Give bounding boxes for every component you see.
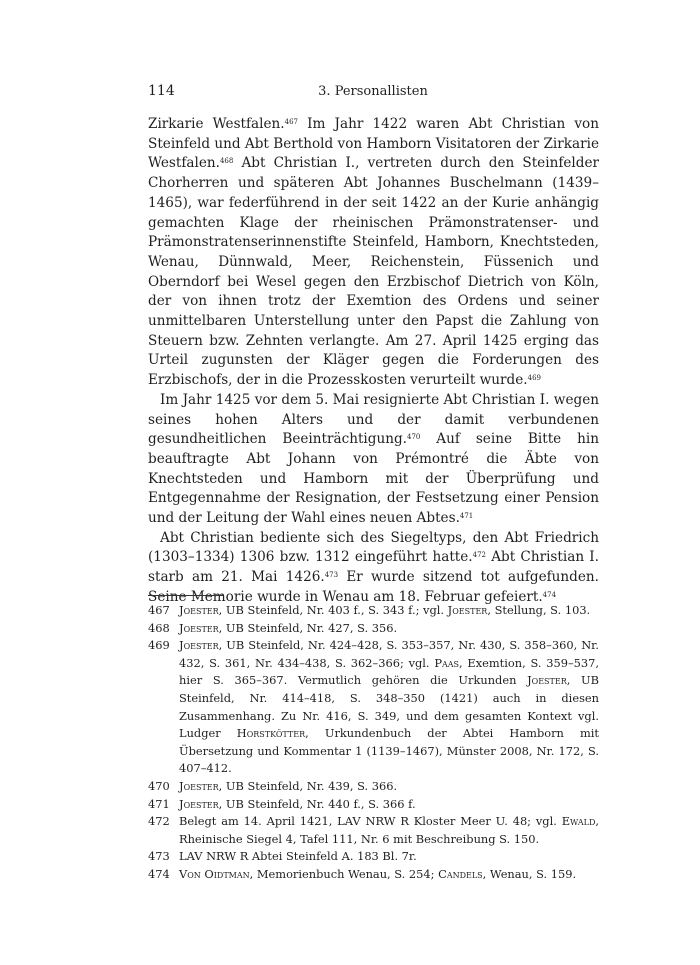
text-run: Er wurde sitzend tot aufgefunden. Seine Memorie wurde in Wenau am 18. Februar gefeiert.	[148, 569, 599, 605]
footnote-ref[interactable]: 469	[527, 374, 541, 383]
text-run: , UB Steinfeld, Nr. 439, S. 366.	[218, 778, 398, 793]
footnote	[148, 637, 599, 778]
footnote-text	[179, 796, 599, 814]
author-name: Horstkötter	[236, 726, 306, 741]
footnote-number: 469	[148, 638, 170, 653]
footnotes	[148, 602, 599, 884]
text-run: , UB Steinfeld, Nr. 414–418, S. 348–350 (1421) auch in diesen Zusammenhang. Zu Nr. 416, S. 349, und dem gesamten Kontext vgl. Ludger	[179, 673, 599, 741]
footnote-number: 473	[148, 849, 170, 864]
text-run: Abt Christian I. starb am 21. Mai 1426.	[148, 549, 599, 586]
footnote	[148, 813, 599, 848]
footnote-text	[179, 866, 599, 884]
text-run: Abt Christian I., vertreten durch den Steinfelder Chorherren und späteren Abt Johannes Buschelmann (1439–1465), war federführend in der seit 1422 an der Kurie anhängig gemachten Klage der rheinischen Prämonstratenser- und Prämonstratenserinnenstifte Steinfeld, Hamborn, Knechtsteden, Wenau, Dünnwald, Meer, Reichenstein, Füssenich und Oberndorf bei Wesel gegen den Erzbischof Dietrich von Köln, der von ihnen trotz der Exemtion des Ordens und seiner unmittelbaren Unterstellung unter den Papst die Zahlung von Steuern bzw. Zehnten verlangte. Am 27. April 1425 erging das Urteil zugunsten der Kläger gegen die Forderungen des Erzbischofs, der in die Prozesskosten verurteilt wurde.	[148, 155, 599, 389]
author-name: Joester	[179, 603, 219, 617]
footnote-ref[interactable]: 467	[284, 118, 298, 126]
footnote	[148, 602, 599, 620]
footnote-separator	[148, 595, 223, 596]
text-run: Abt Christian bediente sich des Siegeltyps, den Abt Friedrich (1303–1334) 1306 bzw. 1312 eingeführt hatte.	[148, 529, 599, 566]
footnote-ref[interactable]: 468	[219, 157, 234, 166]
footnote-number: 472	[148, 814, 170, 829]
text-run: Im Jahr 1422 waren Abt Christian von Steinfeld und Abt Berthold von Hamborn Visitatoren der Zirkarie Westfalen.	[148, 116, 599, 172]
text-run: LAV NRW R Abtei Steinfeld A. 183 Bl. 7r.	[179, 849, 417, 864]
author-name: Ewald	[561, 814, 596, 829]
footnote-text	[179, 848, 599, 866]
text-run: , Memorienbuch Wenau, S. 254;	[249, 866, 439, 881]
author-name: Paas	[434, 655, 460, 670]
author-name: Joester	[179, 620, 219, 635]
footnote-number: 470	[148, 778, 170, 793]
footnote-text	[179, 602, 599, 620]
footnote-number: 468	[148, 620, 170, 635]
footnote-text	[179, 620, 599, 638]
footnote-text	[179, 778, 599, 796]
author-name: Joester	[179, 778, 219, 793]
text-run: , Exemtion, S. 359–537, hier S. 365–367. Vermutlich gehören die Urkunden	[179, 655, 600, 688]
footnote-text	[179, 813, 599, 848]
footnote	[148, 620, 599, 638]
author-name: Von Oidtman	[179, 866, 250, 881]
footnote-number: 467	[148, 603, 170, 617]
text-run: , Rheinische Siegel 4, Tafel 111, Nr. 6 mit Beschreibung S. 150.	[179, 814, 599, 846]
footnote	[148, 848, 599, 866]
text-run: , Urkundenbuch der Abtei Hamborn mit Übersetzung und Kommentar 1 (1139–1467), Münster 2008, Nr. 172, S. 407–412.	[179, 726, 599, 776]
text-run: , Stellung, S. 103.	[487, 603, 591, 617]
footnote	[148, 796, 599, 814]
author-name: Candels	[438, 866, 483, 881]
text-run: Belegt am 14. April 1421, LAV NRW R Kloster Meer U. 48; vgl.	[179, 814, 562, 829]
main-text	[148, 115, 599, 608]
text-run: , Wenau, S. 159.	[482, 866, 577, 881]
footnote-ref[interactable]: 473	[324, 571, 339, 580]
page-number: 114	[148, 83, 175, 99]
paragraph	[148, 391, 599, 529]
footnote-text	[179, 637, 599, 778]
text-run: , UB Steinfeld, Nr. 427, S. 356.	[218, 620, 398, 635]
footnote	[148, 866, 599, 884]
author-name: Joester	[179, 638, 219, 653]
text-run: , UB Steinfeld, Nr. 440 f., S. 366 f.	[218, 796, 416, 811]
running-title: 3. Personallisten	[318, 84, 428, 99]
footnote-ref[interactable]: 471	[459, 512, 474, 521]
footnote-ref[interactable]: 472	[472, 551, 487, 560]
paragraph	[148, 115, 599, 391]
footnote	[148, 778, 599, 796]
text-run: Zirkarie Westfalen.	[148, 116, 285, 132]
footnote-ref[interactable]: 470	[407, 433, 421, 442]
text-run: , UB Steinfeld, Nr. 424–428, S. 353–357, Nr. 430, S. 358–360, Nr. 432, S. 361, Nr. 434–438, S. 362–366; vgl.	[179, 638, 599, 670]
footnote-number: 474	[148, 866, 170, 881]
text-run: Im Jahr 1425 vor dem 5. Mai resignierte Abt Christian I. wegen seines hohen Alters und der damit verbundenen gesundheitlichen Beeinträchtigung.	[148, 391, 599, 448]
author-name: Joester	[179, 796, 219, 811]
author-name: Joester	[447, 603, 488, 617]
author-name: Joester	[527, 673, 567, 688]
footnote-number: 471	[148, 796, 170, 811]
page-header	[148, 83, 598, 103]
text-run: , UB Steinfeld, Nr. 403 f., S. 343 f.; vgl.	[218, 603, 448, 617]
footnote-ref[interactable]: 474	[542, 590, 557, 599]
text-run: Auf seine Bitte hin beauftragte Abt Johann von Prémontré die Äbte von Knechtsteden und Hamborn mit der Überprüfung und Entgegennahme der Resignation, der Festsetzung einer Pension und der Leitung der Wahl eines neuen Abtes.	[148, 431, 599, 527]
